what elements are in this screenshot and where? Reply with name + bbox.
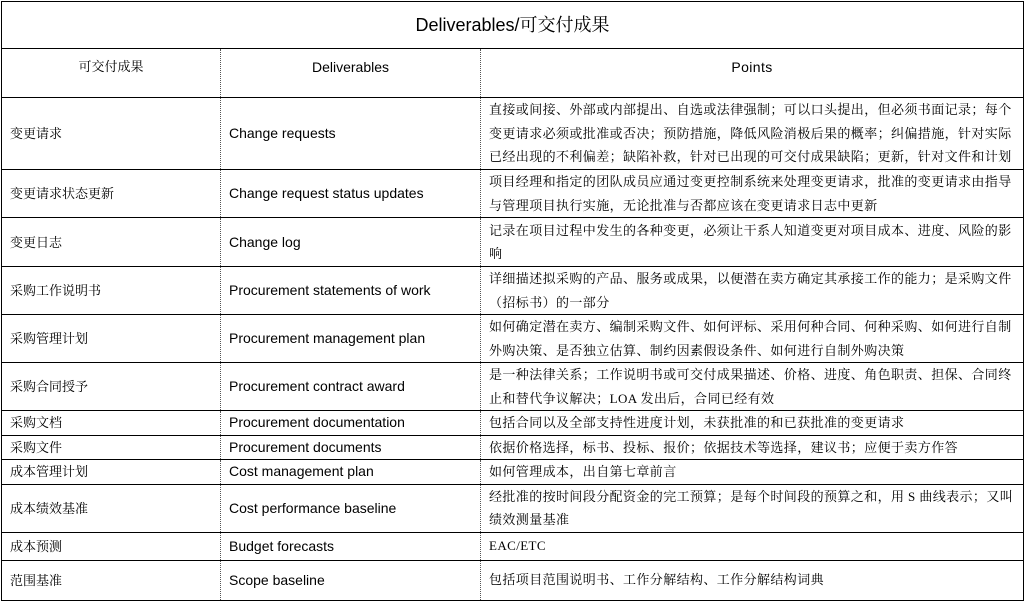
table-row (2, 560, 1024, 600)
row-chinese-name: 范围基准 (2, 560, 221, 600)
row-chinese-name: 成本绩效基准 (2, 484, 221, 532)
row-english-name: Procurement statements of work (221, 267, 481, 315)
table-row (2, 460, 1024, 485)
row-points: 详细描述拟采购的产品、服务或成果，以便潜在卖方确定其承接工作的能力；是采购文件（招标书）的一部分 (481, 267, 1024, 315)
row-english-name: Scope baseline (221, 560, 481, 600)
row-points: 如何管理成本，出自第七章前言 (481, 460, 1024, 485)
header-chinese-deliverables: 可交付成果 (2, 49, 221, 98)
row-points: 直接或间接、外部或内部提出、自选或法律强制；可以口头提出，但必须书面记录；每个变更请求必须或批准或否决；预防措施，降低风险消极后果的概率；纠偏措施，针对实际已经出现的不利偏差；缺陷补救，针对已出现的可交付成果缺陷；更新，针对文件和计划 (481, 98, 1024, 170)
row-english-name: Procurement documentation (221, 411, 481, 436)
table-row (2, 411, 1024, 436)
header-deliverables: Deliverables (221, 49, 481, 98)
table-row (2, 218, 1024, 267)
row-chinese-name: 采购文件 (2, 435, 221, 460)
row-english-name: Change requests (221, 98, 481, 170)
table-title: Deliverables/可交付成果 (2, 2, 1024, 49)
row-points: 依据价格选择，标书、投标、报价；依据技术等选择，建议书；应便于卖方作答 (481, 435, 1024, 460)
row-chinese-name: 采购文档 (2, 411, 221, 436)
row-english-name: Cost performance baseline (221, 484, 481, 532)
row-chinese-name: 变更请求状态更新 (2, 170, 221, 218)
row-points: 经批准的按时间段分配资金的完工预算；是每个时间段的预算之和，用 S 曲线表示；又叫绩效测量基准 (481, 484, 1024, 532)
row-chinese-name: 成本预测 (2, 532, 221, 560)
row-points: 项目经理和指定的团队成员应通过变更控制系统来处理变更请求，批准的变更请求由指导与管理项目执行实施，无论批准与否都应该在变更请求日志中更新 (481, 170, 1024, 218)
row-english-name: Procurement documents (221, 435, 481, 460)
row-english-name: Procurement management plan (221, 315, 481, 363)
table-row (2, 363, 1024, 411)
table-row (2, 98, 1024, 170)
row-points: 包括合同以及全部支持性进度计划，未获批准的和已获批准的变更请求 (481, 411, 1024, 436)
row-points: 如何确定潜在卖方、编制采购文件、如何评标、采用何种合同、何种采购、如何进行自制外购决策、是否独立估算、制约因素假设条件、如何进行自制外购决策 (481, 315, 1024, 363)
table-header-row (2, 49, 1024, 98)
row-points: 记录在项目过程中发生的各种变更，必须让干系人知道变更对项目成本、进度、风险的影响 (481, 218, 1024, 267)
row-english-name: Change request status updates (221, 170, 481, 218)
row-english-name: Cost management plan (221, 460, 481, 485)
row-chinese-name: 变更日志 (2, 218, 221, 267)
row-chinese-name: 采购管理计划 (2, 315, 221, 363)
row-points: 包括项目范围说明书、工作分解结构、工作分解结构词典 (481, 560, 1024, 600)
row-english-name: Procurement contract award (221, 363, 481, 411)
row-english-name: Change log (221, 218, 481, 267)
table-row (2, 170, 1024, 218)
table-row (2, 484, 1024, 532)
table-row (2, 267, 1024, 315)
row-points: EAC/ETC (481, 532, 1024, 560)
row-chinese-name: 变更请求 (2, 98, 221, 170)
row-english-name: Budget forecasts (221, 532, 481, 560)
row-chinese-name: 采购工作说明书 (2, 267, 221, 315)
table-row (2, 532, 1024, 560)
header-points: Points (481, 49, 1024, 98)
table-row (2, 435, 1024, 460)
row-points: 是一种法律关系；工作说明书或可交付成果描述、价格、进度、角色职责、担保、合同终止和替代争议解决；LOA 发出后，合同已经有效 (481, 363, 1024, 411)
row-chinese-name: 采购合同授予 (2, 363, 221, 411)
deliverables-table (1, 1, 1024, 601)
table-row (2, 315, 1024, 363)
row-chinese-name: 成本管理计划 (2, 460, 221, 485)
